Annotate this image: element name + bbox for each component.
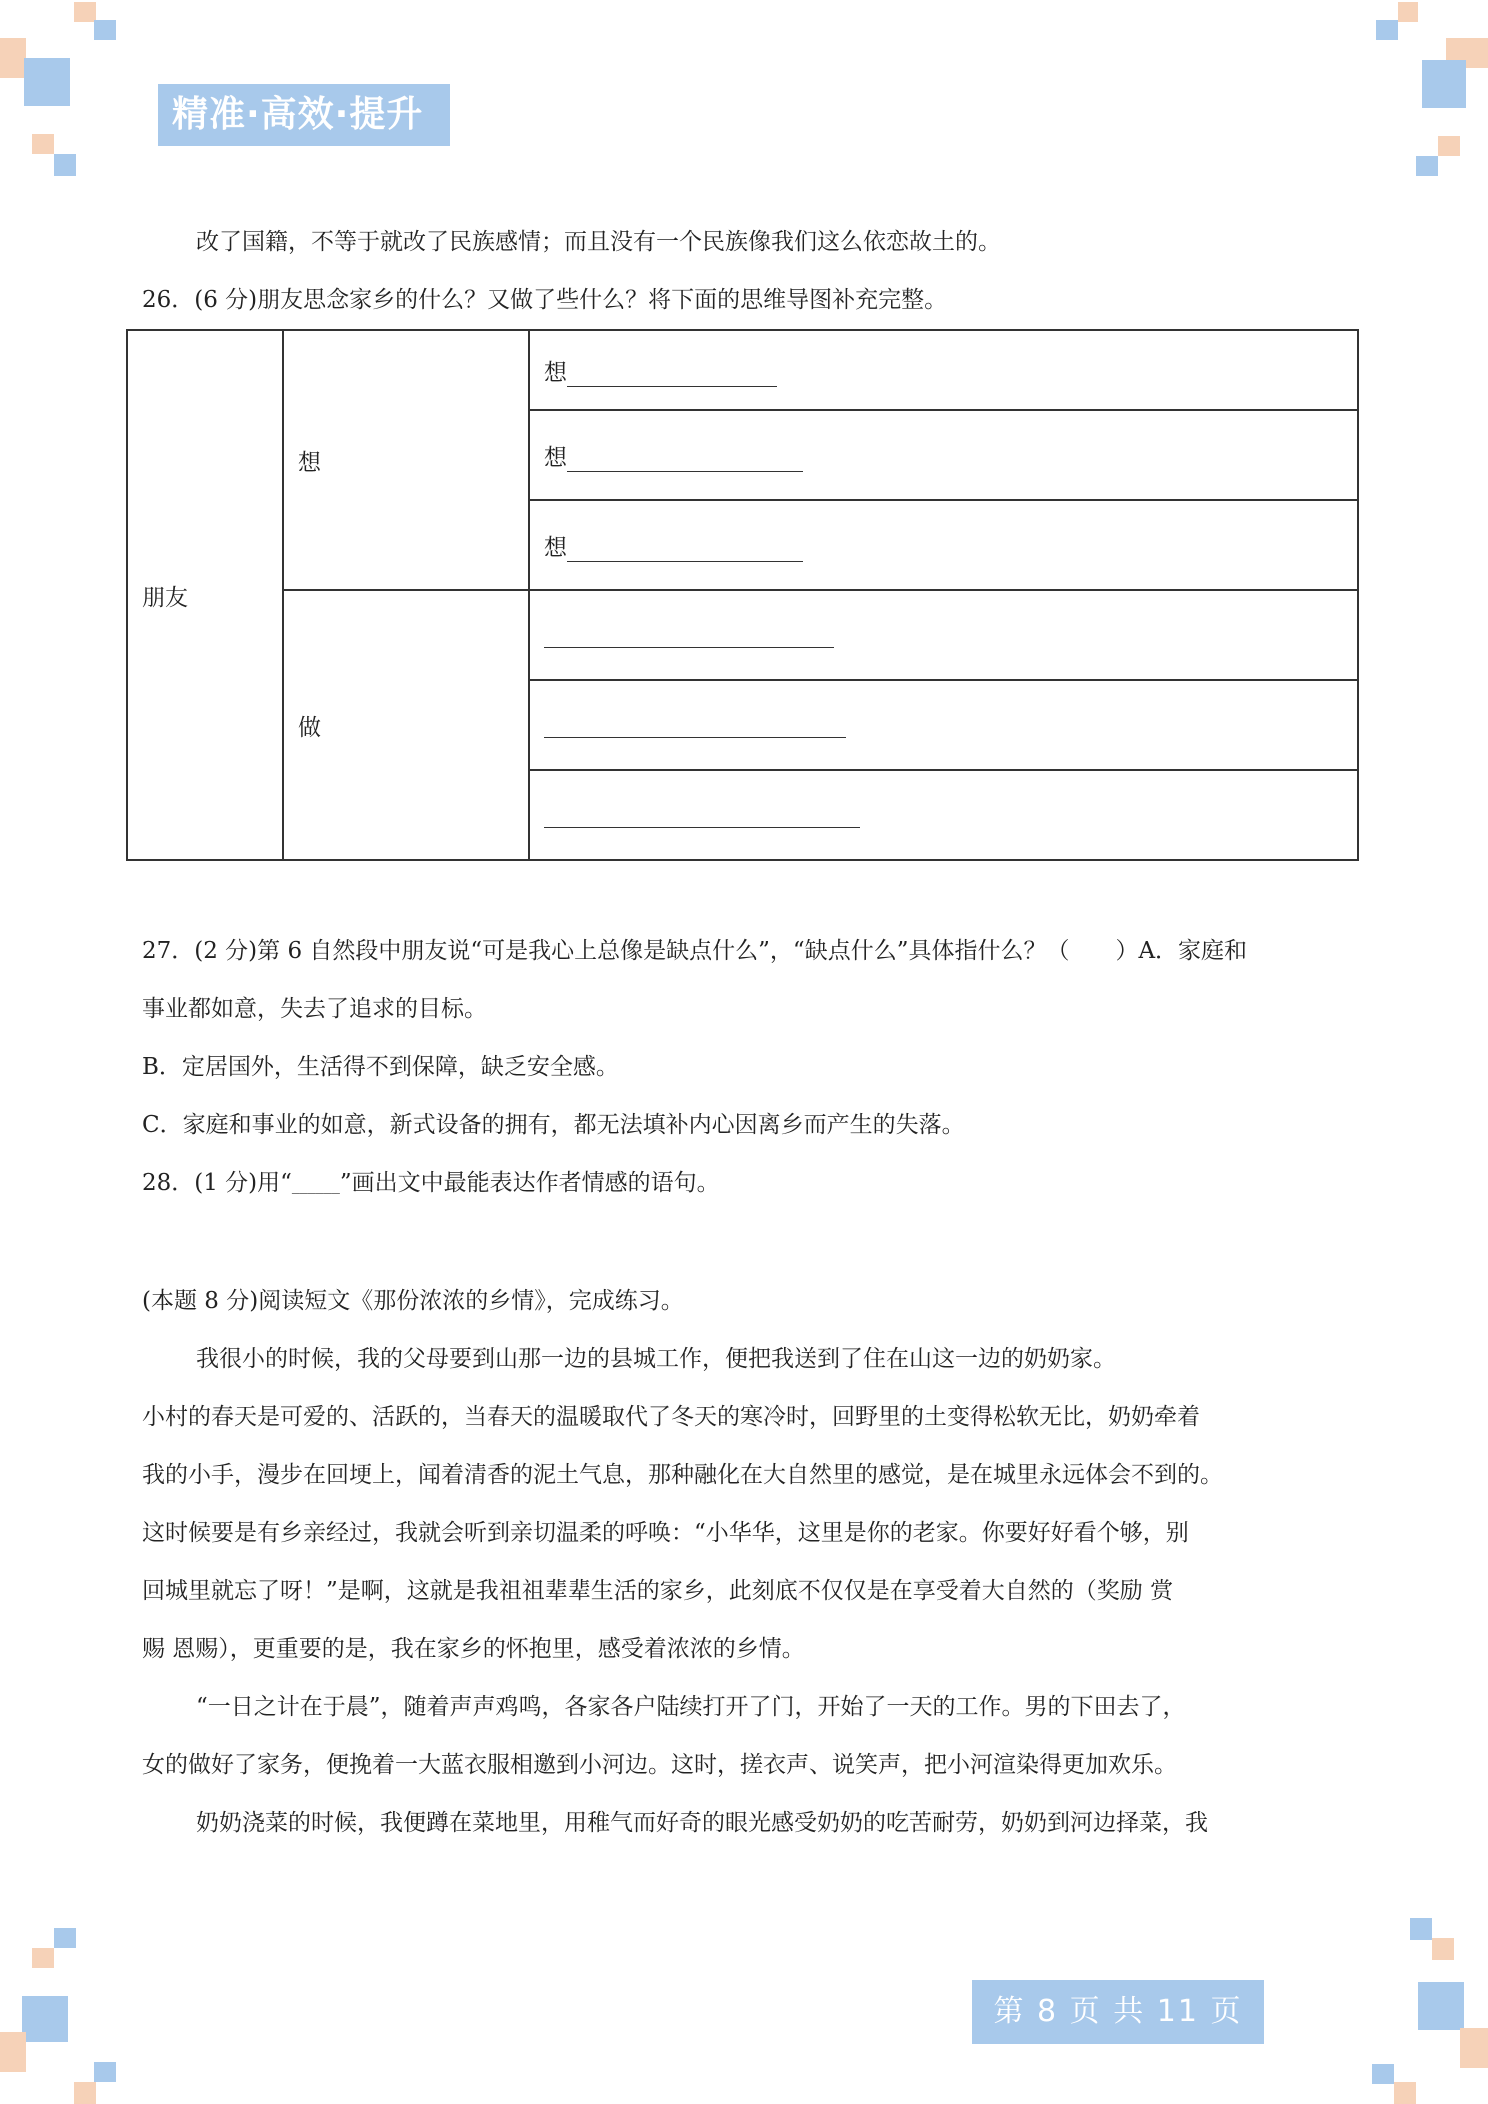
do-item-3 [529,770,1358,860]
passage-line: 小村的春天是可爱的、活跃的，当春天的温暖取代了冬天的寒冷时，回野里的土变得松软无比，奶奶牵着 [142,1404,1200,1430]
corner-deco-square [1418,1982,1464,2030]
passage-line: 我很小的时候，我的父母要到山那一边的县城工作，便把我送到了住在山这一边的奶奶家。 [196,1346,1116,1372]
passage-line: 这时候要是有乡亲经过，我就会听到亲切温柔的呼唤：“小华华，这里是你的老家。你要好好看个够，别 [142,1520,1189,1546]
passage-line: 女的做好了家务，便挽着一大蓝衣服相邀到小河边。这时，搓衣声、说笑声，把小河渲染得更加欢乐。 [142,1752,1177,1778]
question-27-option-b: B．定居国外，生活得不到保障，缺乏安全感。 [142,1054,619,1080]
passage-line: 回城里就忘了呀！”是啊，这就是我祖祖辈辈生活的家乡，此刻底不仅仅是在享受着大自然的（奖励 赏 [142,1578,1174,1604]
think-label: 想 [544,444,567,471]
passage-line: “一日之计在于晨”，随着声声鸡鸣，各家各户陆续打开了门，开始了一天的工作。男的下田去了， [196,1694,1186,1720]
corner-deco-square [22,1996,68,2042]
answer-blank[interactable] [544,803,860,828]
top-text-block [142,213,1352,329]
corner-deco-square [1432,1938,1454,1960]
passage-intro: (本题 8 分)阅读短文《那份浓浓的乡情》，完成练习。 [142,1288,684,1314]
header-banner: 精准·高效·提升 [158,84,450,146]
answer-blank[interactable] [567,537,803,562]
corner-deco-square [1410,1918,1432,1940]
think-label: 想 [544,359,567,386]
corner-deco-square [94,20,116,40]
corner-deco-square [94,2062,116,2082]
answer-blank[interactable] [544,713,846,738]
think-item-3 [529,500,1358,590]
corner-deco-square [32,134,54,154]
question-28-prefix: 28．(1 分)用“ [142,1170,292,1196]
corner-deco-square [1438,136,1460,156]
passage-line: 赐 恩赐），更重要的是，我在家乡的怀抱里，感受着浓浓的乡情。 [142,1636,805,1662]
corner-deco-square [1398,2,1418,22]
corner-deco-square [54,154,76,176]
passage-line: 奶奶浇菜的时候，我便蹲在菜地里，用稚气而好奇的眼光感受奶奶的吃苦耐劳，奶奶到河边择菜，我 [196,1810,1208,1836]
mind-map-branch-do: 做 [283,590,529,860]
corner-deco-square [1416,156,1438,176]
question-26-prompt: 26．(6 分)朋友思念家乡的什么？又做了些什么？将下面的思维导图补充完整。 [142,287,948,313]
answer-blank[interactable] [567,447,803,472]
question-28-suffix: ”画出文中最能表达作者情感的语句。 [339,1170,720,1196]
mind-map-table [126,329,1359,861]
mind-map-root: 朋友 [127,330,283,860]
question-28 [142,1154,1352,1214]
corner-deco-square [32,1948,54,1968]
paragraph-line: 改了国籍，不等于就改了民族感情；而且没有一个民族像我们这么依恋故土的。 [196,229,1001,255]
corner-deco-square [24,58,70,106]
think-item-2 [529,410,1358,500]
passage-block [142,1272,1352,1852]
mind-map-branch-think: 想 [283,330,529,590]
do-item-1 [529,590,1358,680]
think-label: 想 [544,534,567,561]
corner-deco-square [0,2032,26,2072]
corner-deco-square [74,2,96,22]
underline-mark: ______ [291,1175,340,1194]
passage-line: 我的小手，漫步在回埂上，闻着清香的泥土气息，那种融化在大自然里的感觉，是在城里永远体会不到的。 [142,1462,1223,1488]
corner-deco-square [1376,20,1398,40]
questions-block [142,922,1352,1214]
think-item-1 [529,330,1358,410]
answer-blank[interactable] [544,623,834,648]
answer-blank[interactable] [567,362,777,387]
do-item-2 [529,680,1358,770]
question-27-option-c: C．家庭和事业的如意，新式设备的拥有，都无法填补内心因离乡而产生的失落。 [142,1112,965,1138]
corner-deco-square [1372,2064,1394,2084]
question-27-line-1: 27．(2 分)第 6 自然段中朋友说“可是我心上总像是缺点什么”，“缺点什么”具体指什么？（ ）A．家庭和 [142,938,1248,964]
corner-deco-square [74,2082,96,2104]
question-27-line-2: 事业都如意，失去了追求的目标。 [142,996,487,1022]
corner-deco-square [1394,2082,1416,2104]
page-number-footer: 第 8 页 共 11 页 [972,1980,1264,2044]
corner-deco-square [1460,2028,1488,2068]
corner-deco-square [0,38,26,78]
corner-deco-square [54,1928,76,1948]
corner-deco-square [1422,60,1466,108]
